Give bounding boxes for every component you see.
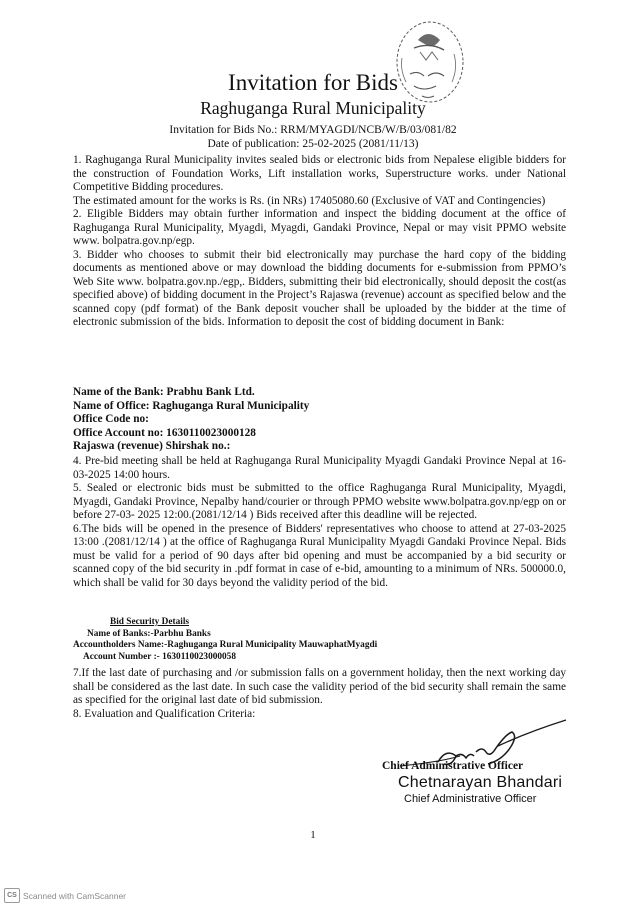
estimated-amount: The estimated amount for the works is Rs. (in NRs) 17405080.60 (Exclusive of VAT and Contingencies)	[73, 194, 546, 207]
scanner-watermark	[4, 888, 126, 903]
signatory-name: Chetnarayan Bhandari	[398, 774, 563, 791]
scanner-text: Scanned with CamScanner	[23, 890, 127, 901]
paragraph-2: 2. Eligible Bidders may obtain further information and inspect the bidding document at the office of Raghuganga Rural Municipality, Myagdi, Myagdi, Gandaki Province, Nepal or may visit PPMO website www. bolpatra.gov.np/egp.	[73, 208, 566, 247]
organization-name: Raghuganga Rural Municipality	[200, 98, 426, 118]
bid-security-heading: Bid Security Details	[110, 617, 190, 627]
document-body-2	[73, 455, 566, 590]
paragraph-7: 7.If the last date of purchasing and /or submission falls on a government holiday, then the next working day shall be considered as the last date. In such case the validity period of the bid security shall remain the same as specified for the original last date of bid submission.	[73, 667, 566, 706]
rajaswa-shirshak: Rajaswa (revenue) Shirshak no.:	[73, 440, 231, 452]
municipality-seal-icon	[388, 18, 466, 110]
paragraph-8: 8. Evaluation and Qualification Criteria:	[73, 707, 256, 720]
document-title: Invitation for Bids	[228, 70, 398, 95]
office-account: Office Account no: 1630110023000128	[73, 426, 256, 439]
camscanner-icon: CS	[4, 888, 20, 903]
office-name: Name of Office: Raghuganga Rural Municipality	[73, 399, 310, 412]
signatory-title: Chief Administrative Officer	[382, 760, 524, 772]
bank-details	[73, 386, 566, 454]
page-number: 1	[310, 829, 316, 841]
paragraph-3: 3. Bidder who chooses to submit their bid electronically may purchase the hard copy of the bidding documents as mentioned above or may download the bidding documents for e-submission from PPMO’s Web Site www. bolpatra.gov.np./egp,. Bidders, submitting their bid electronically, should deposit the cost(as specified above) of bidding document in the Project’s Rajaswa (revenue) account as specified below and the scanned copy (pdf format) of the Bank deposit voucher shall be uploaded by the bidder at the time of electronic submission of the bids. Information to deposit the cost of bidding document in Bank:	[73, 248, 566, 328]
office-code: Office Code no:	[73, 413, 149, 425]
signatory-stamp-title: Chief Administrative Officer	[404, 793, 537, 805]
paragraph-6: 6.The bids will be opened in the presence of Bidders' representatives who choose to attend at 27-03-2025 13:00 .(2081/12/14 ) at the office of Raghuganga Rural Municipality Myagdi Gandaki Province Nepal. Bids must be valid for a period of 90 days after bid opening and must be accompanied by a bid security or scanned copy of the bid security in .pdf format in case of e-bid, amounting to a minimum of NRs. 500000.0, which shall be valid for 30 days beyond the validity period of the bid.	[73, 522, 566, 589]
bid-number: Invitation for Bids No.: RRM/MYAGDI/NCB/W/B/03/081/82	[169, 124, 457, 136]
security-account-holder: Accountholders Name:-Raghuganga Rural Municipality MauwaphatMyagdi	[73, 640, 378, 650]
bid-security-details	[73, 617, 566, 663]
paragraph-1: 1. Raghuganga Rural Municipality invites sealed bids or electronic bids from Nepalese eligible bidders for the construction of Foundation Works, Lift installation works, Superstructure works. under National Competitive Bidding procedures.	[73, 154, 566, 193]
security-bank-names: Name of Banks:-Parbhu Banks	[87, 628, 211, 639]
document-body	[73, 154, 566, 330]
publication-date: Date of publication: 25-02-2025 (2081/11/13)	[207, 138, 419, 150]
paragraph-4: 4. Pre-bid meeting shall be held at Raghuganga Rural Municipality Myagdi Gandaki Province Nepal at 16-03-2025 14:00 hours.	[73, 455, 566, 481]
paragraph-5: 5. Sealed or electronic bids must be submitted to the office Raghuganga Rural Municipality, Myagdi, Myagdi, Gandaki Province, Nepalby hand/courier or through PPMO website www.bolpatra.gov.np/egp on or before 27-03- 2025 12:00.(2081/12/14 ) Bids received after this deadline will be rejected.	[73, 482, 566, 521]
bank-name: Name of the Bank: Prabhu Bank Ltd.	[73, 386, 255, 398]
document-body-3	[73, 667, 566, 721]
security-account-number: Account Number :- 1630110023000058	[83, 651, 236, 662]
